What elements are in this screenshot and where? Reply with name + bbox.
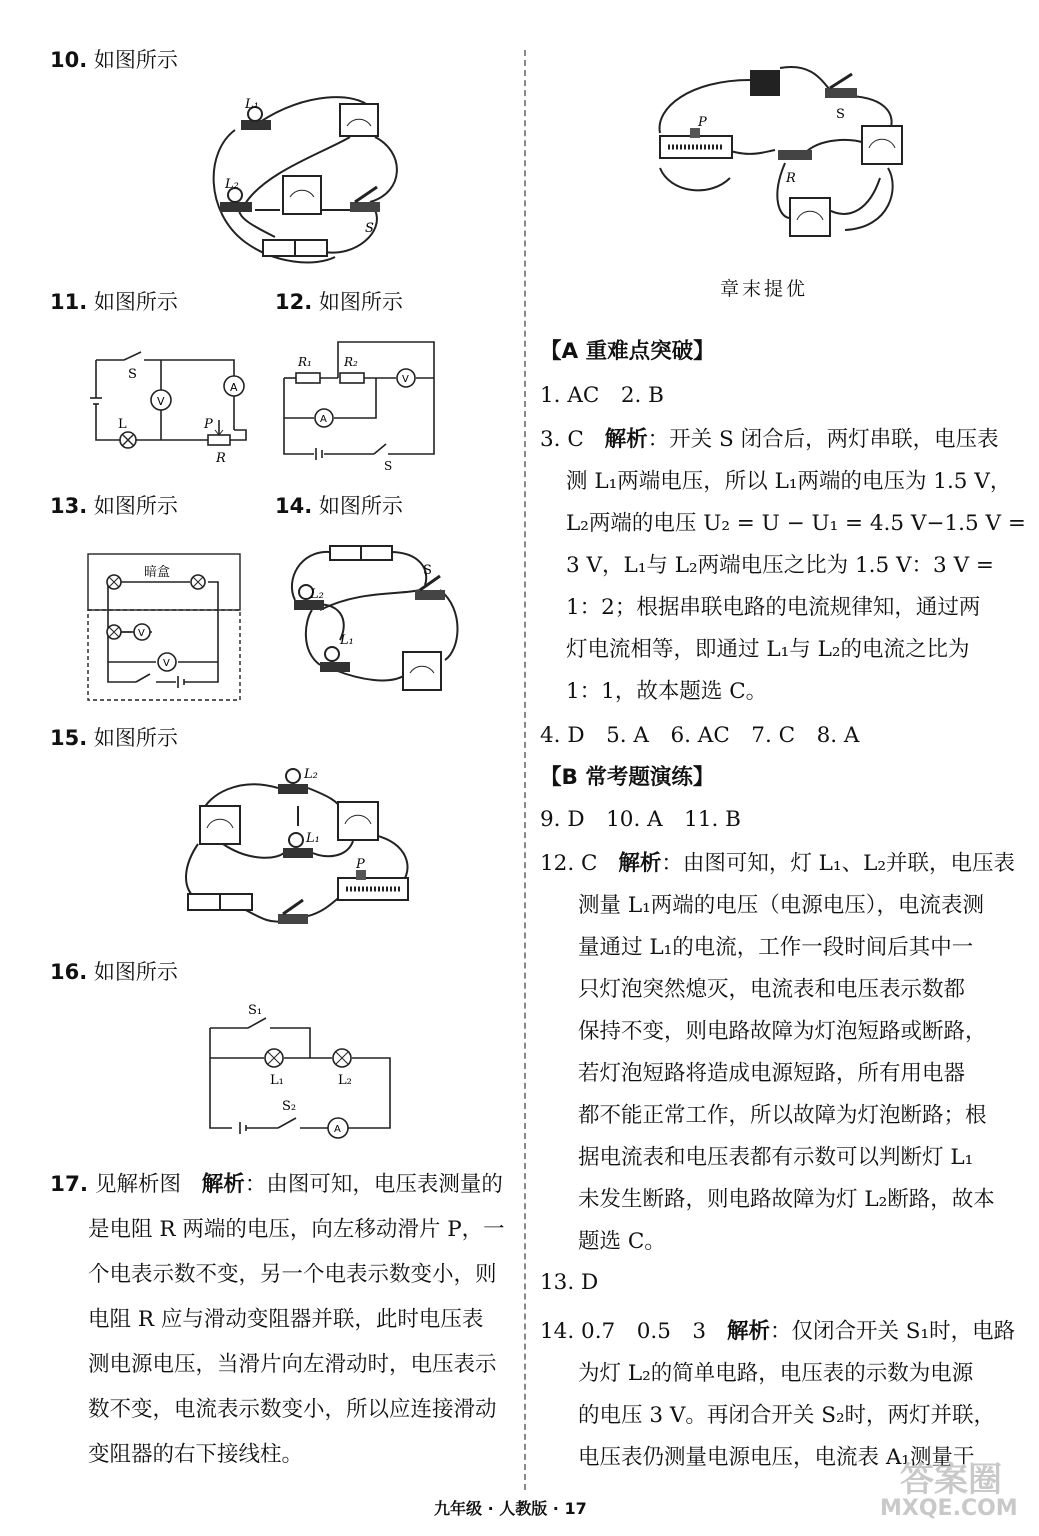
fig12-voltmeter-label: V [402, 374, 409, 385]
figure-q17-solution-circuit [650, 58, 920, 248]
answers-1-2: 1. AC 2. B [540, 383, 664, 408]
fig14-label-s: S [423, 563, 432, 578]
q14-line-3: 的电压 3 V。再闭合开关 S₂时，两灯并联， [578, 1403, 996, 1428]
q12-line-2: 测量 L₁两端的电压（电源电压），电流表测 [578, 893, 984, 918]
fig16-label-s2: S₂ [282, 1099, 297, 1114]
q3-line-1: 3. C 解析：开关 S 闭合后，两灯串联，电压表 [540, 427, 999, 452]
q14-line-4: 电压表仍测量电源电压，电流表 A₁测量干 [578, 1445, 975, 1470]
fig10-label-l2: L₂ [225, 177, 239, 192]
fig16-label-s1: S₁ [248, 1003, 263, 1018]
q16-label: 16. 如图所示 [50, 960, 178, 984]
q14-line-2: 为灯 L₂的简单电路，电压表的示数为电源 [578, 1361, 974, 1386]
q17-line-5: 测电源电压，当滑片向左滑动时，电压表示 [88, 1352, 497, 1377]
fig15-label-l1: L₁ [306, 831, 320, 846]
q3-line-3: L₂两端的电压 U₂ = U − U₁ = 4.5 V−1.5 V = [566, 511, 1026, 536]
fig11-label-s: S [128, 367, 137, 382]
q12-line-7: 都不能正常工作，所以故障为灯泡断路；根 [578, 1103, 987, 1128]
fig13-voltmeter-label-1: V [138, 628, 145, 639]
q12-line-9: 未发生断路，则电路故障为灯 L₂断路，故本 [578, 1187, 995, 1212]
fig16-ammeter-label: A [334, 1124, 341, 1135]
section-b-heading: 【B 常考题演练】 [540, 765, 715, 790]
fig10-label-l1: L₁ [245, 97, 259, 112]
q17-line-4: 电阻 R 应与滑动变阻器并联，此时电压表 [88, 1307, 484, 1332]
answers-9-11: 9. D 10. A 11. B [540, 807, 741, 832]
q17-line-1: 17. 见解析图 解析：由图可知，电压表测量的 [50, 1172, 503, 1197]
figure-14-circuit [280, 540, 470, 700]
q12-line-8: 据电流表和电压表都有示数可以判断灯 L₁ [578, 1145, 974, 1170]
figure-15-circuit [178, 766, 418, 936]
fig11-voltmeter-label: V [157, 395, 165, 408]
q12-line-1: 12. C 解析：由图可知，灯 L₁、L₂并联，电压表 [540, 851, 1015, 876]
figq17-label-s: S [836, 107, 845, 122]
answer-13: 13. D [540, 1270, 599, 1295]
fig11-label-r: R [216, 451, 226, 466]
figq17-label-p: P [698, 115, 707, 130]
fig12-label-r2: R₂ [344, 355, 358, 369]
fig12-ammeter-label: A [320, 414, 327, 425]
q13-label: 13. 如图所示 [50, 494, 178, 518]
fig12-label-s: S [384, 459, 393, 473]
page-footer: 九年级 · 人教版 · 17 [434, 1499, 587, 1518]
q12-line-6: 若灯泡短路将造成电源短路，所有用电器 [578, 1061, 966, 1086]
fig13-darkbox-label: 暗盒 [144, 565, 171, 580]
section-a-heading: 【A 重难点突破】 [540, 339, 715, 364]
fig11-ammeter-label: A [230, 381, 238, 394]
figure-11-schematic [86, 348, 256, 468]
fig12-label-r1: R₁ [298, 355, 312, 369]
figure-12-schematic [276, 336, 446, 474]
q3-line-4: 3 V，L₁与 L₂两端电压之比为 1.5 V：3 V = [566, 553, 994, 578]
q3-line-7: 1：1，故本题选 C。 [566, 679, 768, 704]
figure-13-darkbox [86, 552, 244, 704]
chapter-title: 章末提优 [720, 278, 809, 300]
q14-label: 14. 如图所示 [275, 494, 403, 518]
q12-line-10: 题选 C。 [578, 1229, 666, 1254]
fig10-label-s: S [365, 221, 374, 236]
column-divider [524, 50, 526, 1490]
fig11-label-l: L [118, 417, 127, 432]
q15-label: 15. 如图所示 [50, 726, 178, 750]
q17-line-3: 个电表示数不变，另一个电表示数变小，则 [88, 1262, 497, 1287]
q3-line-5: 1：2；根据串联电路的电流规律知，通过两 [566, 595, 981, 620]
q17-line-7: 变阻器的右下接线柱。 [88, 1442, 304, 1467]
figure-10-circuit [205, 92, 415, 272]
figq17-label-r: R [786, 171, 796, 186]
fig15-label-l2: L₂ [304, 767, 318, 782]
q3-line-2: 测 L₁两端电压，所以 L₁两端的电压为 1.5 V， [566, 469, 1012, 494]
watermark-logo: 答案圈 [900, 1460, 1002, 1500]
fig14-label-l1: L₁ [340, 633, 354, 648]
fig14-label-l2: L₂ [310, 587, 324, 602]
figure-16-schematic [200, 1000, 400, 1140]
q12-label: 12. 如图所示 [275, 290, 403, 314]
fig16-label-l2: L₂ [338, 1073, 352, 1088]
fig15-label-p: P [356, 857, 365, 872]
q10-label: 10. 如图所示 [50, 48, 178, 72]
q12-line-4: 只灯泡突然熄灭，电流表和电压表示数都 [578, 977, 966, 1002]
q3-line-6: 灯电流相等，即通过 L₁与 L₂的电流之比为 [566, 637, 970, 662]
q14-line-1: 14. 0.7 0.5 3 解析：仅闭合开关 S₁时，电路 [540, 1319, 1016, 1344]
q12-line-5: 保持不变，则电路故障为灯泡短路或断路， [578, 1019, 987, 1044]
q11-label: 11. 如图所示 [50, 290, 178, 314]
q12-line-3: 量通过 L₁的电流，工作一段时间后其中一 [578, 935, 974, 960]
fig13-voltmeter-label-2: V [163, 658, 170, 669]
answers-4-8: 4. D 5. A 6. AC 7. C 8. A [540, 723, 860, 748]
q17-line-2: 是电阻 R 两端的电压，向左移动滑片 P，一 [88, 1217, 505, 1242]
watermark-url: MXQE.COM [880, 1496, 1018, 1521]
fig11-label-p: P [204, 417, 213, 432]
fig16-label-l1: L₁ [270, 1073, 284, 1088]
q17-line-6: 数不变，电流表示数变小，所以应连接滑动 [88, 1397, 497, 1422]
